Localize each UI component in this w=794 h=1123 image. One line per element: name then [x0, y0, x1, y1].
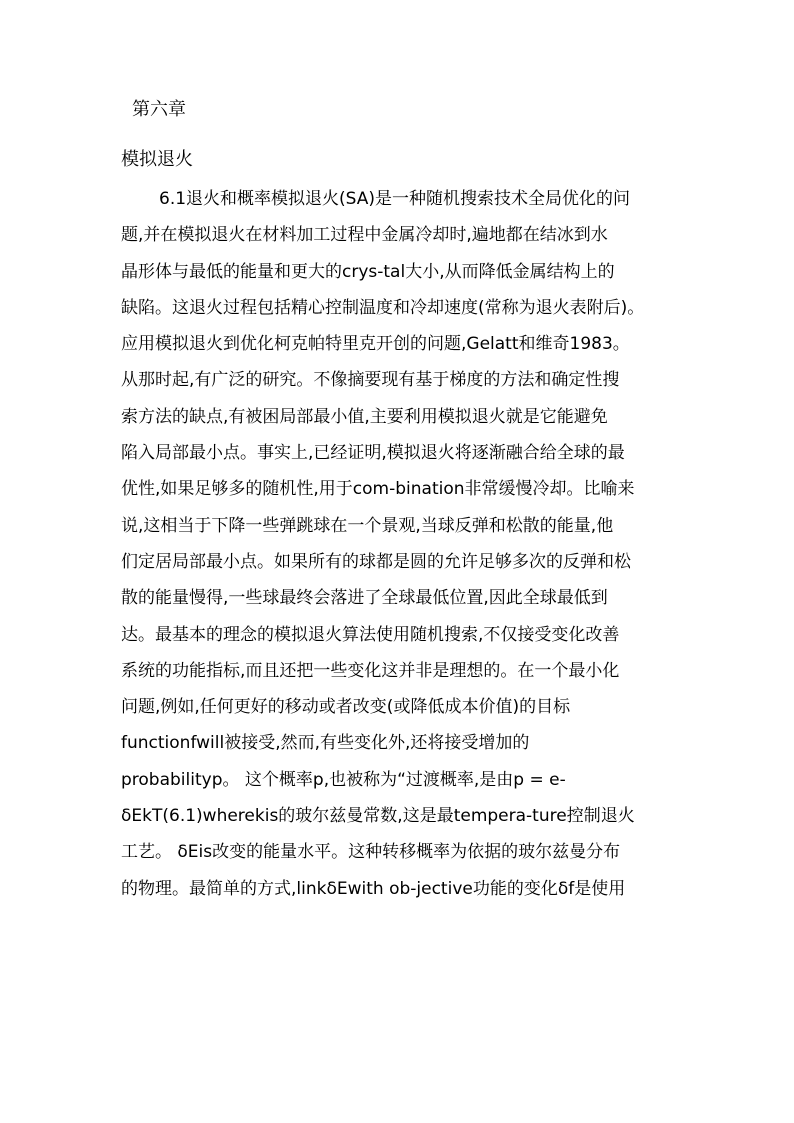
text-line: 的物理。最简单的方式,linkδEwith ob-jective功能的变化δf是使用: [121, 878, 626, 899]
body-paragraph: [121, 181, 681, 907]
text-line: 陷入局部最小点。事实上,已经证明,模拟退火将逐渐融合给全球的最: [121, 443, 625, 464]
text-line: 6.1退火和概率模拟退火(SA)是一种随机搜索技术全局优化的问: [159, 189, 631, 209]
text-line: 晶形体与最低的能量和更大的crys-tal大小,从而降低金属结构上的: [121, 261, 615, 282]
section-title: 模拟退火: [121, 149, 193, 170]
text-line: functionfwill被接受,然而,有些变化外,还将接受增加的: [121, 733, 530, 754]
text-line: probabilityp。 这个概率p,也被称为“过渡概率,是由p = e-: [121, 769, 566, 790]
text-line: 系统的功能指标,而且还把一些变化这并非是理想的。在一个最小化: [121, 660, 620, 681]
text-line: 问题,例如,任何更好的移动或者改变(或降低成本价值)的目标: [121, 697, 571, 718]
text-line: 工艺。 δEis改变的能量水平。这种转移概率为依据的玻尔兹曼分布: [121, 842, 621, 863]
text-line: 从那时起,有广泛的研究。不像摘要现有基于梯度的方法和确定性搜: [121, 370, 620, 391]
text-line: 们定居局部最小点。如果所有的球都是圆的允许足够多次的反弹和松: [121, 551, 631, 572]
text-line: 题,并在模拟退火在材料加工过程中金属冷却时,遍地都在结冰到水: [121, 225, 608, 246]
chapter-label: 第六章: [132, 99, 186, 120]
text-line: 说,这相当于下降一些弹跳球在一个景观,当球反弹和松散的能量,他: [121, 515, 614, 536]
text-line: 应用模拟退火到优化柯克帕特里克开创的问题,Gelatt和维奇1983。: [121, 334, 630, 355]
text-line: 缺陷。这退火过程包括精心控制温度和冷却速度(常称为退火表附后)。: [121, 297, 645, 318]
text-line: 优性,如果足够多的随机性,用于com-bination非常缓慢冷却。比喻来: [121, 479, 635, 500]
text-line: 达。最基本的理念的模拟退火算法使用随机搜索,不仅接受变化改善: [121, 624, 620, 645]
text-line: 索方法的缺点,有被困局部最小值,主要利用模拟退火就是它能避免: [121, 406, 608, 427]
text-line: 散的能量慢得,一些球最终会落进了全球最低位置,因此全球最低到: [121, 588, 608, 609]
text-line: δEkT(6.1)wherekis的玻尔兹曼常数,这是最tempera-ture控制退火: [121, 806, 635, 827]
